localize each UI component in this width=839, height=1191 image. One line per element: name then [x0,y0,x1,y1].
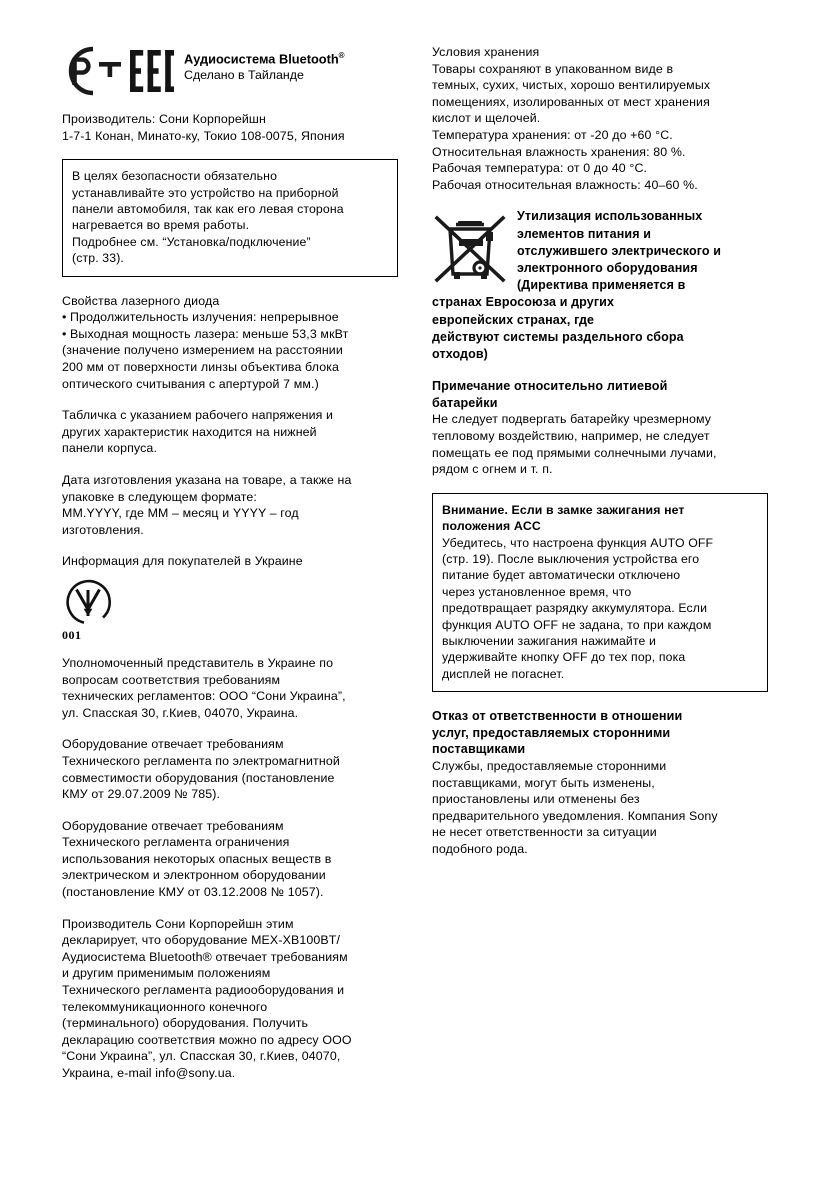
weee-line: (Директива применяется в [517,278,686,293]
acc-line: выключении зажигания нажимайте и [442,633,657,648]
acc-heading-line: положения ACC [442,519,541,534]
declaration-line: телекоммуникационного конечного [62,999,268,1014]
declaration-line: “Сони Украина”, ул. Спасская 30, г.Киев, 04070, [62,1049,341,1064]
ukraine-rep-line: вопросам соответствия требованиям [62,672,281,687]
pct-conformity-mark-icon [62,46,124,96]
ukraine-rep-line: Уполномоченный представитель в Украине по [62,655,334,670]
disclaimer-heading-line: Отказ от ответственности в отношении [432,709,683,724]
acc-line: питание будет автоматически отключено [442,568,681,583]
safety-line: устанавливайте это устройство на приборной [72,185,339,200]
nameplate-section [62,407,398,457]
emc-line: Технического регламента по электромагнитной [62,753,340,768]
manufacture-date-section [62,472,398,538]
right-column [432,44,768,873]
ukraine-info-section [62,553,398,721]
registered-trademark-symbol: ® [338,51,345,60]
declaration-line: Украина, e-mail info@sony.ua. [62,1066,236,1080]
product-title-text: Аудиосистема Bluetooth [184,51,339,67]
lithium-heading-line: батарейки [432,395,498,410]
manufacturer-address-line: 1-7-1 Конан, Минато-ку, Токио 108-0075, Япония [62,128,345,143]
manufacturer-line: Производитель: Сони Корпорейшн [62,112,266,126]
weee-line: электронного оборудования [517,260,698,275]
ukraine-rep-line: технических регламентов: ООО “Сони Украина”, [62,689,346,704]
acc-heading-line: Внимание. Если в замке зажигания нет [442,502,685,517]
document-header [62,44,398,98]
weee-line: европейских странах, где [432,312,595,327]
disclaimer-line: приостановлены или отменены без [432,792,640,807]
rohs-line: Технического регламента ограничения [62,835,290,850]
weee-line: элементов питания и [517,226,652,241]
laser-bullet: • Выходная мощность лазера: меньше 53,3 мкВт [62,326,349,341]
rohs-line: использования некоторых опасных веществ в [62,851,332,866]
weee-disposal-section [432,208,768,363]
lithium-heading-line: Примечание относительно литиевой [432,379,668,394]
disclaimer-line: не несет ответственности за ситуации [432,825,657,840]
rohs-line: Оборудование отвечает требованиям [62,818,284,833]
emc-compliance-section [62,736,398,802]
storage-line: Товары сохраняют в упакованном виде в [432,61,674,76]
rohs-compliance-section [62,818,398,901]
lithium-line: Не следует подвергать батарейку чрезмерному [432,412,712,427]
acc-line: (стр. 19). После выключения устройства его [442,551,700,566]
ukrsepro-mark-block [62,576,398,641]
safety-line: панели автомобиля, так как его левая сторона [72,202,344,216]
weee-line: действуют системы раздельного сбора [432,329,684,344]
laser-diode-section [62,293,398,393]
lithium-line: тепловому воздействию, например, не следует [432,428,710,443]
eac-conformity-mark-icon [130,48,174,94]
safety-line: нагревается во время работы. [72,218,250,233]
manufacture-date-line: упаковке в следующем формате: [62,489,257,504]
storage-conditions-section [432,44,768,193]
emc-line: КМУ от 29.07.2009 № 785). [62,787,221,802]
disclaimer-line: предварительного уведомления. Компания Sony [432,808,718,823]
manufacturer-info [62,111,398,144]
nameplate-line: Табличка с указанием рабочего напряжения и [62,408,334,423]
weee-line: странах Евросоюза и других [432,295,615,310]
storage-spec-line: Рабочая относительная влажность: 40–60 %. [432,177,698,192]
disclaimer-line: поставщиками, могут быть изменены, [432,775,655,790]
laser-heading: Свойства лазерного диода [62,293,220,308]
crossed-out-wheelie-bin-icon [432,210,508,286]
made-in-label: Сделано в Тайланде [184,68,304,83]
weee-line: отслужившего электрического и [517,243,722,258]
ukraine-heading: Информация для покупателей в Украине [62,554,303,569]
weee-line: отходов) [432,346,488,361]
declaration-line: декларацию соответствия можно по адресу ООО [62,1032,352,1047]
declaration-line: Технического регламента радиооборудования и [62,983,345,998]
nameplate-line: других характеристик находится на нижней [62,424,317,439]
laser-note-line: 200 мм от поверхности линзы объектива блока [62,360,340,374]
storage-spec-line: Относительная влажность хранения: 80 %. [432,144,686,159]
disclaimer-line: Службы, предоставляемые сторонними [432,758,667,773]
ukrsepro-mark-number: 001 [62,627,82,642]
conformity-marks [62,44,174,96]
storage-line: темных, сухих, чистых, хорошо вентилируемых [432,78,711,93]
lithium-line: помещать ее под прямыми солнечными лучами, [432,445,717,460]
laser-bullet: • Продолжительность излучения: непрерывное [62,310,339,325]
lithium-line: рядом с огнем и т. п. [432,462,553,477]
declaration-of-conformity-section [62,916,398,1082]
acc-line: предотвращает разрядку аккумулятора. Если [442,601,708,616]
rohs-line: электрическом и электронном оборудовании [62,868,326,883]
acc-line: дисплей не погаснет. [442,666,565,681]
declaration-line: Производитель Сони Корпорейшн этим [62,916,294,931]
rohs-line: (постановление КМУ от 03.12.2008 № 1057). [62,885,324,900]
storage-line: помещениях, изолированных от мест хранения [432,94,710,109]
acc-line: удерживайте кнопку OFF до тех пор, пока [442,650,686,665]
manufacture-date-line: Дата изготовления указана на товаре, а также на [62,472,352,487]
storage-spec-line: Рабочая температура: от 0 до 40 °C. [432,161,648,176]
disclaimer-heading-line: услуг, предоставляемых сторонними [432,725,671,740]
emc-line: совместимости оборудования (постановление [62,770,335,785]
disclaimer-line: подобного рода. [432,841,528,856]
storage-line: кислот и щелочей. [432,111,541,126]
safety-line: (стр. 33). [72,251,124,266]
storage-spec-line: Температура хранения: от -20 до +60 °C. [432,127,673,142]
safety-line: Подробнее см. “Установка/подключение” [72,234,311,249]
acc-line: функция AUTO OFF не задана, то при каждом [442,617,712,632]
storage-heading: Условия хранения [432,45,540,59]
declaration-line: декларирует, что оборудование MEX-XB100BT/ [62,933,341,948]
laser-note-line: оптического считывания с апертурой 7 мм.) [62,376,319,391]
laser-note-line: (значение получено измерением на расстоянии [62,343,343,358]
nameplate-line: панели корпуса. [62,441,158,456]
acc-line: Убедитесь, что настроена функция AUTO OFF [442,535,714,550]
manufacture-date-line: изготовления. [62,522,144,537]
ukrsepro-conformity-mark-icon [62,576,398,628]
safety-line: В целях безопасности обязательно [72,169,278,184]
acc-ignition-warning-callout [432,493,768,692]
declaration-line: и другим применимым положениям [62,966,271,981]
product-title-block [184,44,345,84]
third-party-disclaimer-section [432,708,768,857]
declaration-line: Аудиосистема Bluetooth® отвечает требованиям [62,949,348,964]
ukraine-rep-line: ул. Спасская 30, г.Киев, 04070, Украина. [62,705,299,720]
safety-installation-callout [62,159,398,276]
disclaimer-heading-line: поставщиками [432,742,526,757]
product-title [184,48,345,67]
declaration-line: (терминального) оборудования. Получить [62,1016,309,1031]
lithium-battery-section [432,378,768,478]
manufacture-date-line: MM.YYYY, где MM – месяц и YYYY – год [62,506,299,521]
left-column [62,44,398,1097]
emc-line: Оборудование отвечает требованиям [62,737,284,752]
weee-line: Утилизация использованных [517,209,703,224]
acc-line: через установленное время, что [442,584,632,599]
